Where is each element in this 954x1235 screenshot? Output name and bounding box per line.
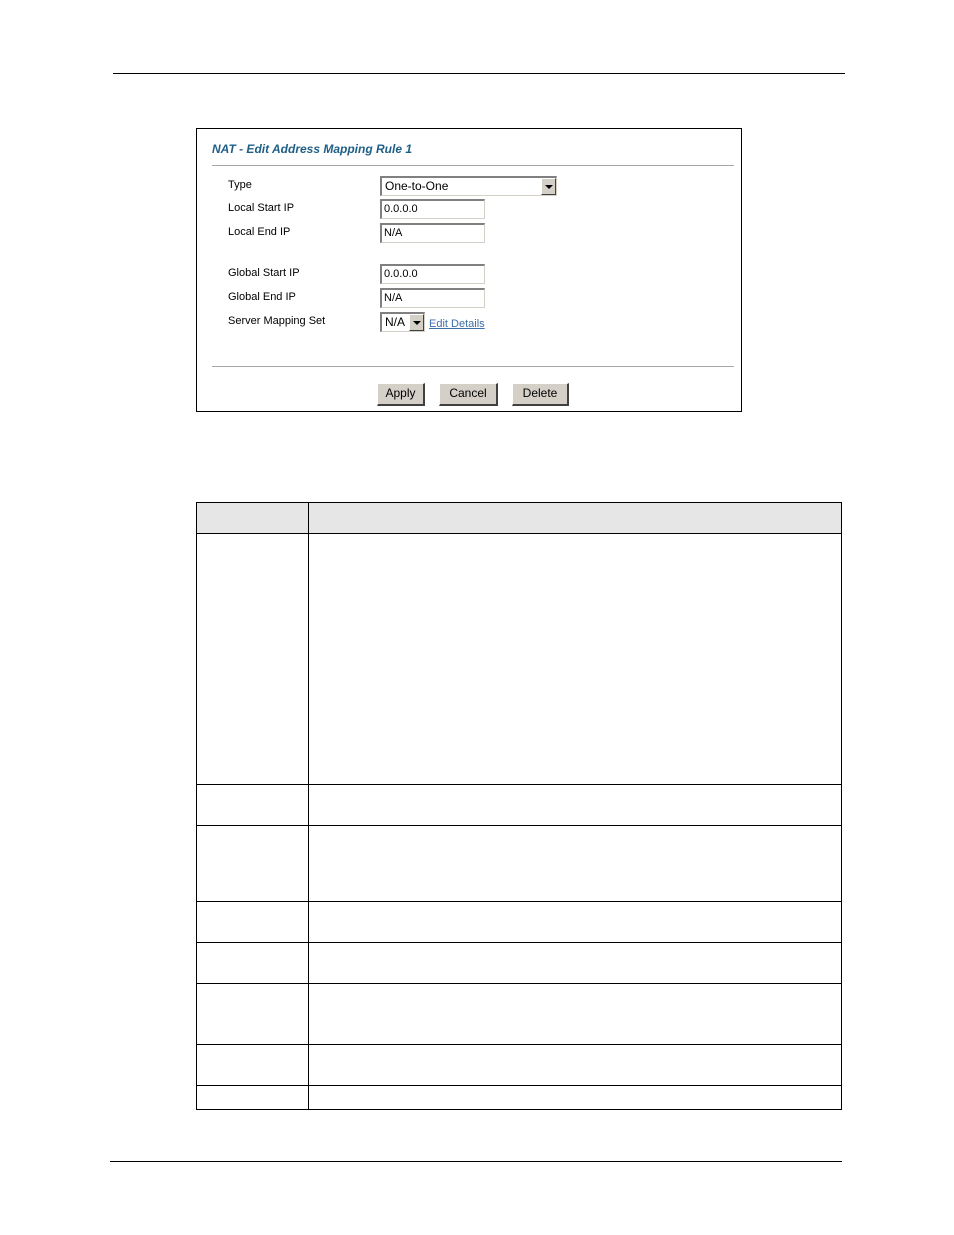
table-cell	[309, 943, 842, 984]
global-end-ip-input[interactable]: N/A	[380, 288, 485, 308]
table-cell	[309, 902, 842, 943]
table-cell	[197, 826, 309, 902]
button-separator	[212, 366, 734, 367]
table-row	[197, 826, 842, 902]
table-cell	[309, 534, 842, 785]
global-end-ip-label: Global End IP	[228, 291, 296, 303]
table-header-row	[197, 503, 842, 534]
page-bottom-rule	[110, 1161, 842, 1162]
table-cell	[197, 1086, 309, 1110]
title-separator	[212, 165, 734, 166]
global-start-ip-label: Global Start IP	[228, 267, 300, 279]
panel-title: NAT - Edit Address Mapping Rule 1	[212, 142, 413, 156]
apply-button[interactable]: Apply	[377, 383, 425, 406]
delete-button[interactable]: Delete	[512, 383, 569, 406]
table-cell	[197, 534, 309, 785]
table-row	[197, 902, 842, 943]
table-cell	[309, 984, 842, 1045]
table-cell	[309, 785, 842, 826]
type-select[interactable]	[380, 176, 557, 196]
table-row	[197, 785, 842, 826]
table-cell	[197, 943, 309, 984]
page-top-rule	[113, 73, 845, 74]
table-row	[197, 1086, 842, 1110]
table-cell	[309, 1086, 842, 1110]
server-mapping-set-label: Server Mapping Set	[228, 315, 326, 327]
global-start-ip-input[interactable]: 0.0.0.0	[380, 264, 485, 284]
nat-edit-panel	[196, 128, 742, 412]
server-mapping-set-select[interactable]	[380, 312, 425, 332]
edit-details-link[interactable]: Edit Details	[429, 318, 485, 330]
table-cell	[197, 785, 309, 826]
chevron-down-icon[interactable]	[409, 314, 424, 331]
local-start-ip-label: Local Start IP	[228, 202, 295, 214]
table-header-cell	[309, 503, 842, 534]
field-description-table	[196, 502, 842, 1110]
server-mapping-set-value: N/A	[385, 315, 406, 329]
table-cell	[197, 1045, 309, 1086]
table-row	[197, 1045, 842, 1086]
type-label: Type	[228, 179, 252, 191]
table-header-cell	[197, 503, 309, 534]
table-cell	[197, 984, 309, 1045]
table-row	[197, 534, 842, 785]
table-row	[197, 984, 842, 1045]
local-start-ip-input[interactable]: 0.0.0.0	[380, 199, 485, 219]
cancel-button[interactable]: Cancel	[439, 383, 498, 406]
local-end-ip-label: Local End IP	[228, 226, 291, 238]
table-row	[197, 943, 842, 984]
table-cell	[197, 902, 309, 943]
type-select-value: One-to-One	[385, 179, 449, 193]
local-end-ip-input[interactable]: N/A	[380, 223, 485, 243]
table-cell	[309, 826, 842, 902]
chevron-down-icon[interactable]	[541, 178, 556, 195]
table-cell	[309, 1045, 842, 1086]
